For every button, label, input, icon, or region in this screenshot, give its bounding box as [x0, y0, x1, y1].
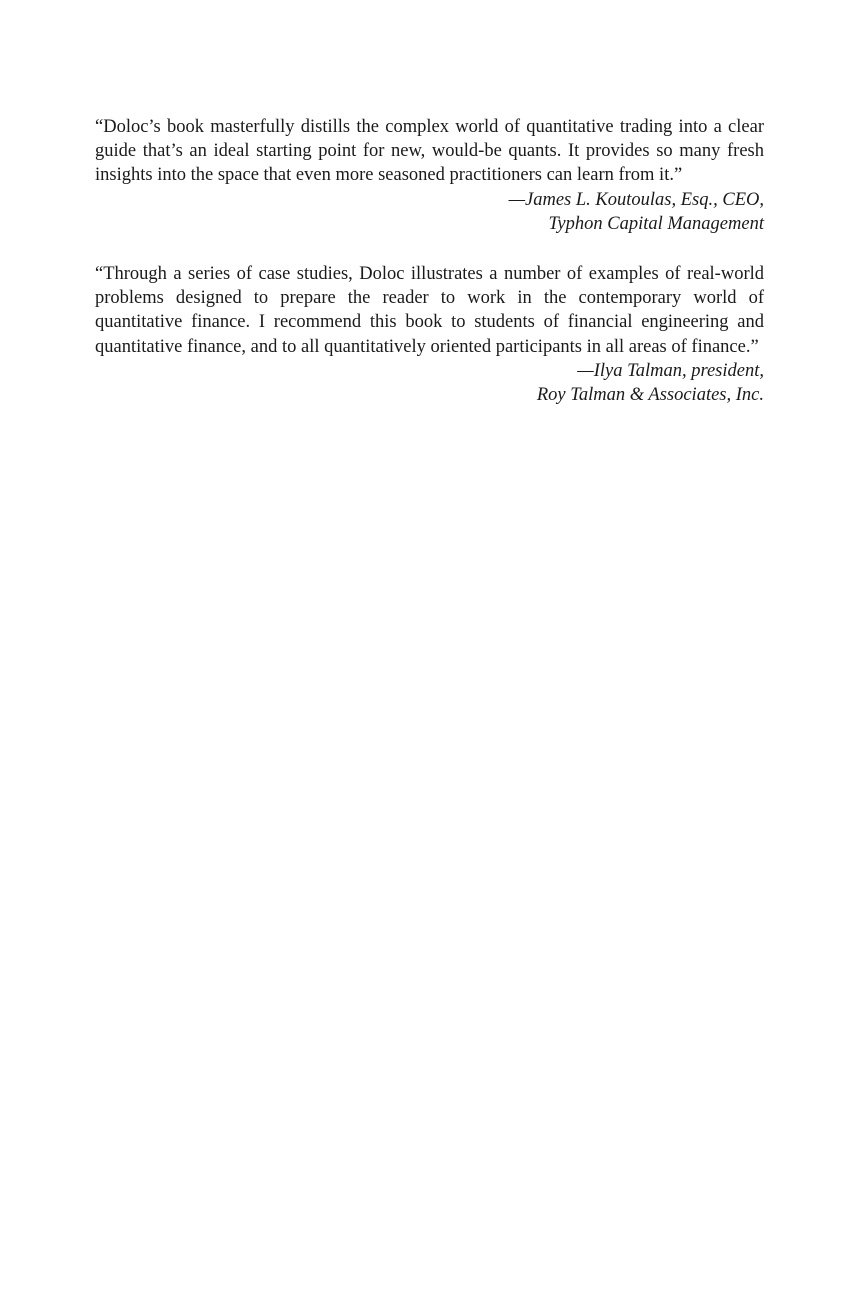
endorsement-talman — [95, 262, 764, 407]
endorsement-attribution — [95, 188, 764, 236]
attribution-organization: Roy Talman & Associates, Inc. — [536, 385, 764, 406]
endorsement-quote: “Doloc’s book masterfully distills the complex world of quantitative trading into a clear guide that’s an ideal starting point for new, would-be quants. It provides so many fresh insights into the space that even more seasoned practitioners can learn from it.” — [95, 117, 764, 186]
attribution-name: —Ilya Talman, president, — [577, 360, 764, 381]
attribution-name: —James L. Koutoulas, Esq., CEO, — [508, 189, 764, 210]
endorsements — [95, 115, 764, 433]
endorsement-koutoulas — [95, 115, 764, 236]
endorsement-attribution — [95, 359, 764, 407]
endorsement-quote: “Through a series of case studies, Doloc illustrates a number of examples of real-world problems designed to prepare the reader to work in the contemporary world of quantitative finance. I recommend this book to students of financial engineering and quantitative finance, and to all quantitatively oriented participants in all areas of finance.” — [95, 264, 764, 357]
attribution-organization: Typhon Capital Management — [548, 213, 764, 234]
